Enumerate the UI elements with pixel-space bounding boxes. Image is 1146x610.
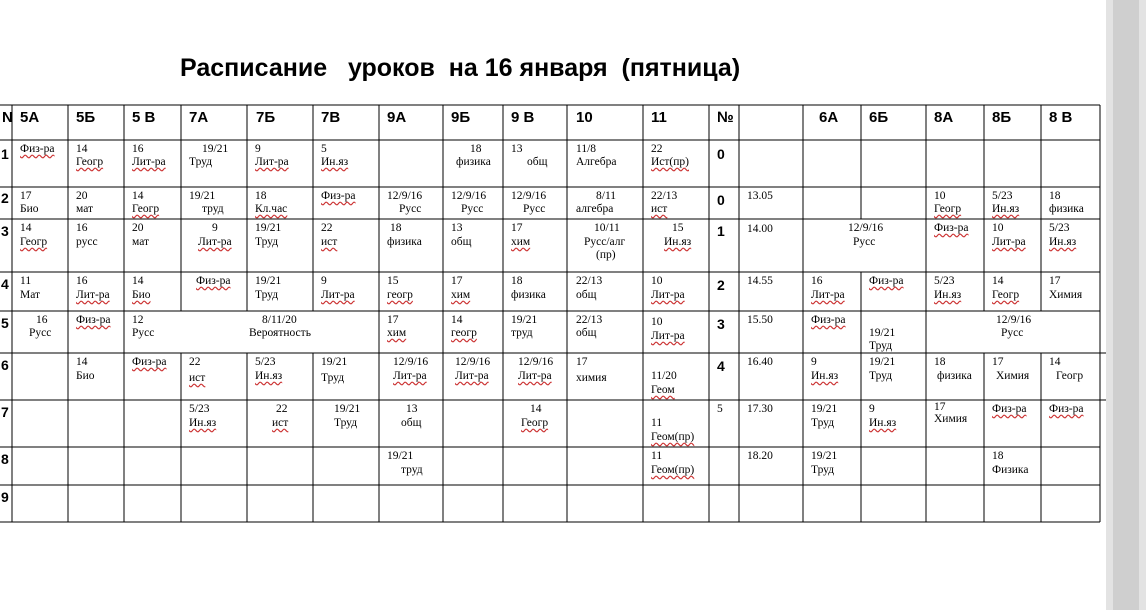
lesson-cell: Русс bbox=[132, 327, 155, 339]
lesson-cell: 16 bbox=[811, 275, 823, 287]
lesson-cell: 14 bbox=[76, 143, 88, 155]
lesson-cell: 11 bbox=[20, 275, 32, 287]
lesson-cell: Лит-ра bbox=[393, 370, 427, 382]
header-5v: 5 В bbox=[132, 109, 156, 126]
lesson-cell: физика bbox=[456, 156, 491, 168]
lesson-cell: труд bbox=[202, 203, 224, 215]
row-number: 4 bbox=[1, 276, 9, 292]
lesson-cell: Ин.яз bbox=[255, 370, 283, 382]
lesson-cell: Геогр bbox=[20, 236, 48, 248]
lesson-cell: Геогр bbox=[521, 417, 549, 429]
lesson-cell: 19/21 bbox=[869, 327, 896, 339]
lesson-cell: алгебра bbox=[576, 203, 614, 215]
lesson-cell: 10 bbox=[651, 316, 663, 328]
lesson-cell: 20 bbox=[132, 222, 144, 234]
lesson-cell: 12/9/16 bbox=[848, 222, 884, 234]
lesson-cell: Физ-ра bbox=[76, 314, 111, 326]
lesson-cell: физика bbox=[1049, 203, 1084, 215]
lesson-cell: 12 bbox=[132, 314, 144, 326]
lesson-cell: Лит-ра bbox=[321, 289, 355, 301]
lesson-cell: Лит-ра bbox=[198, 236, 232, 248]
lesson-cell: 17 bbox=[934, 401, 946, 413]
lesson-cell: 19/21 bbox=[387, 450, 414, 462]
lesson-cell: Физ-ра bbox=[869, 275, 904, 287]
lesson-cell: 17 bbox=[576, 356, 588, 368]
lesson-cell: Геогр bbox=[1056, 370, 1084, 382]
scrollbar-thumb[interactable] bbox=[1113, 0, 1139, 610]
lesson-cell: Химия bbox=[996, 370, 1030, 382]
lesson-cell: Труд bbox=[811, 464, 835, 476]
time-cell: 14.55 bbox=[747, 275, 773, 287]
lesson-cell: 5/23 bbox=[1049, 222, 1070, 234]
lesson-cell: химия bbox=[576, 372, 607, 384]
header-5b: 5Б bbox=[76, 109, 96, 126]
lesson-cell: 16 bbox=[132, 143, 144, 155]
lesson-cell: 13 bbox=[451, 222, 463, 234]
lesson-cell: 5/23 bbox=[992, 190, 1013, 202]
header-number: № bbox=[717, 109, 734, 126]
lesson-number: 3 bbox=[717, 316, 725, 332]
row-number: 1 bbox=[1, 146, 9, 162]
lesson-cell: Русс bbox=[1001, 327, 1024, 339]
lesson-cell: мат bbox=[76, 203, 94, 215]
header-7v: 7В bbox=[321, 109, 341, 126]
lesson-cell: Кл.час bbox=[255, 203, 288, 215]
lesson-cell: Труд bbox=[811, 417, 835, 429]
header-7b: 7Б bbox=[256, 109, 276, 126]
lesson-cell: Мат bbox=[20, 289, 41, 301]
lesson-cell: 17 bbox=[387, 314, 399, 326]
lesson-cell: Физ-ра bbox=[20, 143, 55, 155]
row-number: 7 bbox=[1, 404, 9, 420]
lesson-cell: 15 bbox=[672, 222, 684, 234]
lesson-cell: (пр) bbox=[596, 249, 616, 261]
lesson-cell: Лит-ра bbox=[811, 289, 845, 301]
lesson-cell: Труд bbox=[334, 417, 358, 429]
lesson-cell: 15 bbox=[387, 275, 399, 287]
lesson-cell: хим bbox=[451, 289, 471, 301]
lesson-cell: Геогр bbox=[132, 203, 160, 215]
lesson-cell: 16 bbox=[76, 275, 88, 287]
lesson-cell: 16 bbox=[36, 314, 48, 326]
lesson-cell: 11/20 bbox=[651, 370, 677, 382]
lesson-cell: 19/21 bbox=[811, 403, 838, 415]
lesson-cell: общ bbox=[401, 417, 422, 429]
lesson-cell: 18 bbox=[390, 222, 402, 234]
lesson-cell: Физ-ра bbox=[811, 314, 846, 326]
header-6b: 6Б bbox=[869, 109, 889, 126]
lesson-cell: хим bbox=[511, 236, 531, 248]
lesson-cell: 22/13 bbox=[651, 190, 678, 202]
lesson-cell: геогр bbox=[387, 289, 413, 301]
lesson-number: 1 bbox=[717, 223, 725, 239]
lesson-cell: 19/21 bbox=[202, 143, 229, 155]
lesson-cell: 16 bbox=[76, 222, 88, 234]
lesson-cell: Геогр bbox=[992, 289, 1020, 301]
lesson-cell: общ bbox=[576, 327, 597, 339]
lesson-cell: Труд bbox=[869, 370, 893, 382]
lesson-cell: Ин.яз bbox=[869, 417, 897, 429]
lesson-cell: геогр bbox=[451, 327, 477, 339]
lesson-cell: Геогр bbox=[934, 203, 962, 215]
lesson-cell: Химия bbox=[934, 413, 968, 425]
lesson-cell: труд bbox=[511, 327, 533, 339]
lesson-cell: ист bbox=[651, 203, 668, 215]
lesson-cell: 12/9/16 bbox=[455, 356, 491, 368]
lesson-cell: 11 bbox=[651, 450, 663, 462]
lesson-cell: Лит-ра bbox=[651, 330, 685, 342]
lesson-cell: Физика bbox=[992, 464, 1029, 476]
header-8a: 8А bbox=[934, 109, 954, 126]
lesson-cell: 8/11 bbox=[596, 190, 617, 202]
lesson-cell: 17 bbox=[511, 222, 523, 234]
lesson-cell: 22/13 bbox=[576, 275, 603, 287]
lesson-cell: Лит-ра bbox=[518, 370, 552, 382]
lesson-cell: 12/9/16 bbox=[387, 190, 423, 202]
document-title: Расписание уроков на 16 января (пятница) bbox=[180, 54, 741, 82]
lesson-number: 0 bbox=[717, 146, 725, 162]
header-11: 11 bbox=[651, 109, 667, 126]
lesson-cell: Труд bbox=[255, 289, 279, 301]
lesson-number: 2 bbox=[717, 277, 725, 293]
header-7a: 7А bbox=[189, 109, 209, 126]
lesson-cell: Вероятность bbox=[249, 327, 311, 339]
row-number: 5 bbox=[1, 315, 9, 331]
row-number: 3 bbox=[1, 223, 9, 239]
lesson-cell: 14 bbox=[132, 275, 144, 287]
lesson-cell: 5/23 bbox=[934, 275, 955, 287]
lesson-cell: общ bbox=[527, 156, 548, 168]
row-number: 2 bbox=[1, 190, 9, 206]
lesson-cell: 17 bbox=[1049, 275, 1061, 287]
lesson-cell: Лит-ра bbox=[255, 156, 289, 168]
row-number: 6 bbox=[1, 357, 9, 373]
lesson-cell: 19/21 bbox=[511, 314, 538, 326]
lesson-cell: 19/21 bbox=[869, 356, 896, 368]
lesson-cell: 19/21 bbox=[321, 356, 348, 368]
lesson-cell: 5/23 bbox=[255, 356, 276, 368]
lesson-cell: 19/21 bbox=[255, 222, 282, 234]
lesson-cell: Био bbox=[132, 289, 151, 301]
lesson-cell: Химия bbox=[1049, 289, 1083, 301]
lesson-cell: общ bbox=[451, 236, 472, 248]
lesson-cell: 22/13 bbox=[576, 314, 603, 326]
lesson-cell: 17 bbox=[992, 356, 1004, 368]
lesson-cell: Русс/алг bbox=[584, 236, 626, 248]
lesson-cell: Труд bbox=[255, 236, 279, 248]
lesson-cell: 13 bbox=[511, 143, 523, 155]
lesson-cell: физика bbox=[937, 370, 972, 382]
lesson-cell: ист bbox=[321, 236, 338, 248]
header-9b: 9Б bbox=[451, 109, 471, 126]
lesson-cell: Русс bbox=[461, 203, 484, 215]
lesson-cell: 12/9/16 bbox=[451, 190, 487, 202]
lesson-cell: общ bbox=[576, 289, 597, 301]
lesson-cell: Геом(пр) bbox=[651, 431, 695, 443]
lesson-cell: 11/8 bbox=[576, 143, 597, 155]
lesson-cell: 10 bbox=[934, 190, 946, 202]
lesson-cell: 5/23 bbox=[189, 403, 210, 415]
lesson-cell: 22 bbox=[321, 222, 333, 234]
lesson-cell: Труд bbox=[189, 156, 213, 168]
lesson-cell: 9 bbox=[255, 143, 261, 155]
lesson-cell: Физ-ра bbox=[992, 403, 1027, 415]
lesson-cell: Физ-ра bbox=[132, 356, 167, 368]
lesson-cell: 18 bbox=[992, 450, 1004, 462]
lesson-cell: Русс bbox=[399, 203, 422, 215]
lesson-cell: Био bbox=[20, 203, 39, 215]
lesson-cell: Ин.яз bbox=[811, 370, 839, 382]
lesson-cell: 11 bbox=[651, 417, 663, 429]
lesson-cell: Физ-ра bbox=[934, 222, 969, 234]
lesson-cell: Геом(пр) bbox=[651, 464, 695, 476]
lesson-cell: 12/9/16 bbox=[511, 190, 547, 202]
lesson-cell: Ин.яз bbox=[664, 236, 692, 248]
header-5a: 5А bbox=[20, 109, 40, 126]
lesson-cell: физика bbox=[511, 289, 546, 301]
lesson-cell: 18 bbox=[255, 190, 267, 202]
lesson-cell: 20 bbox=[76, 190, 88, 202]
lesson-cell: Лит-ра bbox=[76, 289, 110, 301]
lesson-cell: Русс bbox=[853, 236, 876, 248]
lesson-cell: Лит-ра bbox=[132, 156, 166, 168]
lesson-cell: Лит-ра bbox=[651, 289, 685, 301]
lesson-cell: Ин.яз bbox=[321, 156, 349, 168]
lesson-cell: 9 bbox=[321, 275, 327, 287]
time-cell: 13.05 bbox=[747, 190, 773, 202]
lesson-cell: хим bbox=[387, 327, 407, 339]
header-8b: 8Б bbox=[992, 109, 1012, 126]
lesson-cell: Ин.яз bbox=[992, 203, 1020, 215]
lesson-cell: 19/21 bbox=[334, 403, 361, 415]
lesson-cell: Алгебра bbox=[576, 156, 617, 168]
row-number: 8 bbox=[1, 451, 9, 467]
lesson-cell: Русс bbox=[523, 203, 546, 215]
lesson-cell: 5 bbox=[321, 143, 327, 155]
lesson-cell: 8/11/20 bbox=[262, 314, 297, 326]
lesson-cell: Геогр bbox=[76, 156, 104, 168]
lesson-cell: Лит-ра bbox=[992, 236, 1026, 248]
header-8v: 8 В bbox=[1049, 109, 1073, 126]
lesson-cell: русс bbox=[76, 236, 98, 248]
lesson-cell: 9 bbox=[811, 356, 817, 368]
lesson-cell: 19/21 bbox=[189, 190, 216, 202]
lesson-cell: 14 bbox=[76, 356, 88, 368]
lesson-cell: 10 bbox=[992, 222, 1004, 234]
lesson-cell: 14 bbox=[451, 314, 463, 326]
time-cell: 14.00 bbox=[747, 223, 773, 235]
lesson-cell: 14 bbox=[530, 403, 542, 415]
row-number: 9 bbox=[1, 489, 9, 505]
lesson-cell: Био bbox=[76, 370, 95, 382]
header-10: 10 bbox=[576, 109, 593, 126]
time-cell: 18.20 bbox=[747, 450, 773, 462]
lesson-cell: Лит-ра bbox=[455, 370, 489, 382]
lesson-cell: 14 bbox=[992, 275, 1004, 287]
lesson-cell: Физ-ра bbox=[321, 190, 356, 202]
lesson-cell: 18 bbox=[934, 356, 946, 368]
lesson-cell: 13 bbox=[406, 403, 418, 415]
lesson-number: 4 bbox=[717, 358, 725, 374]
lesson-cell: мат bbox=[132, 236, 150, 248]
lesson-cell: Труд bbox=[321, 372, 345, 384]
lesson-cell: 19/21 bbox=[811, 450, 838, 462]
header-9v: 9 В bbox=[511, 109, 535, 126]
header-9a: 9А bbox=[387, 109, 407, 126]
lesson-cell: 22 bbox=[189, 356, 201, 368]
header-6a: 6А bbox=[819, 109, 839, 126]
time-cell: 15.50 bbox=[747, 314, 773, 326]
lesson-cell: 14 bbox=[1049, 356, 1061, 368]
lesson-cell: труд bbox=[401, 464, 423, 476]
lesson-cell: 12/9/16 bbox=[996, 314, 1032, 326]
lesson-cell: 14 bbox=[20, 222, 32, 234]
lesson-cell: Физ-ра bbox=[196, 275, 231, 287]
lesson-cell: Русс bbox=[29, 327, 52, 339]
lesson-cell: 14 bbox=[132, 190, 144, 202]
lesson-cell: 10 bbox=[651, 275, 663, 287]
lesson-cell: Ин.яз bbox=[1049, 236, 1077, 248]
header-n: N bbox=[2, 109, 13, 126]
lesson-cell: 22 bbox=[651, 143, 663, 155]
lesson-cell: Физ-ра bbox=[1049, 403, 1084, 415]
lesson-cell: 18 bbox=[1049, 190, 1061, 202]
time-cell: 17.30 bbox=[747, 403, 773, 415]
lesson-cell: Геом bbox=[651, 384, 675, 396]
lesson-cell: 19/21 bbox=[255, 275, 282, 287]
lesson-cell: ист bbox=[272, 417, 289, 429]
lesson-cell: 12/9/16 bbox=[518, 356, 554, 368]
lesson-cell: Ист(пр) bbox=[651, 156, 689, 168]
lesson-cell: Труд bbox=[869, 340, 893, 352]
lesson-cell: 22 bbox=[276, 403, 288, 415]
lesson-cell: 12/9/16 bbox=[393, 356, 429, 368]
lesson-cell: физика bbox=[387, 236, 422, 248]
lesson-cell: Ин.яз bbox=[934, 289, 962, 301]
lesson-number: 5 bbox=[717, 403, 723, 415]
time-cell: 16.40 bbox=[747, 356, 773, 368]
lesson-cell: 18 bbox=[470, 143, 482, 155]
lesson-number: 0 bbox=[717, 192, 725, 208]
lesson-cell: ист bbox=[189, 372, 206, 384]
lesson-cell: 9 bbox=[212, 222, 218, 234]
lesson-cell: 17 bbox=[451, 275, 463, 287]
lesson-cell: 17 bbox=[20, 190, 32, 202]
lesson-cell: 9 bbox=[869, 403, 875, 415]
lesson-cell: Ин.яз bbox=[189, 417, 217, 429]
lesson-cell: 10/11 bbox=[594, 222, 620, 234]
lesson-cell: 18 bbox=[511, 275, 523, 287]
